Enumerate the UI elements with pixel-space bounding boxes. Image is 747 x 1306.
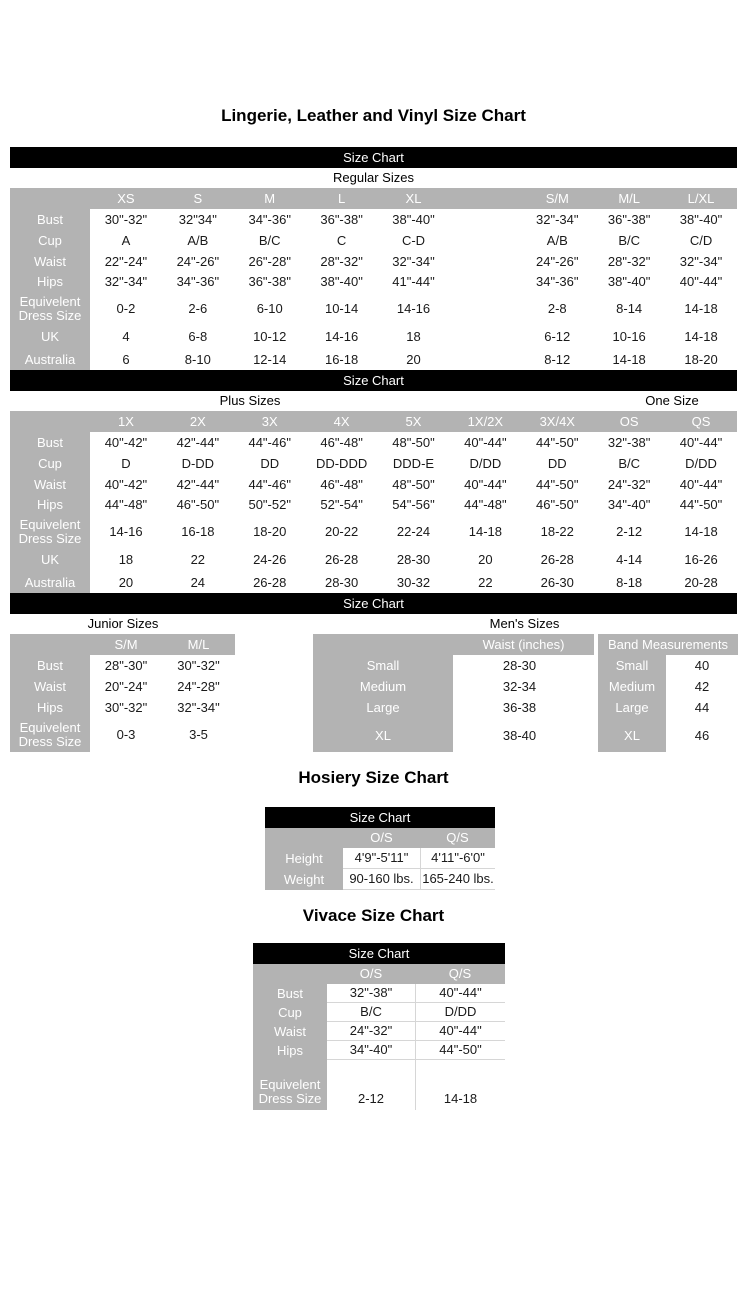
- table-row: [10, 676, 235, 697]
- table-header-row: [10, 634, 235, 655]
- cell-value: 40"-44": [665, 432, 737, 453]
- section-label-plus-sizes: Plus Sizes: [219, 393, 281, 408]
- cell-value: 44"-46": [234, 474, 306, 495]
- cell-value: 40: [666, 655, 738, 676]
- table-row: [10, 432, 737, 453]
- cell-value: 14-18: [415, 1060, 505, 1110]
- vivace-table: [253, 964, 505, 1110]
- size-chart-bar: Size Chart: [10, 147, 737, 168]
- cell-value: 54"-56": [378, 495, 450, 515]
- cell-value: D-DD: [162, 453, 234, 474]
- cell-value: [449, 272, 521, 292]
- cell-value: 44"-48": [90, 495, 162, 515]
- cell-value: A/B: [162, 230, 234, 251]
- cell-value: 20: [449, 548, 521, 572]
- cell-value: A: [90, 230, 162, 251]
- cell-value: 32"-34": [665, 251, 737, 272]
- row-label: Hips: [10, 495, 90, 515]
- cell-value: C/D: [665, 230, 737, 251]
- cell-value: 28"-30": [90, 655, 162, 676]
- cell-value: 14-16: [90, 515, 162, 548]
- table-row: [253, 1022, 505, 1041]
- row-label: Weight: [265, 869, 343, 890]
- hosiery-section: [265, 807, 495, 890]
- row-label: Equivelent Dress Size: [10, 292, 90, 325]
- page-title: Lingerie, Leather and Vinyl Size Chart: [221, 106, 526, 125]
- size-chart-bar: Size Chart: [253, 943, 505, 964]
- cell-value: 42"-44": [162, 474, 234, 495]
- row-label: Small: [313, 655, 453, 676]
- cell-value: 24"-32": [327, 1022, 415, 1041]
- plus-sizes-section: [10, 370, 737, 593]
- corner-cell: [10, 188, 90, 209]
- cell-value: 6-10: [234, 292, 306, 325]
- table-header-row: [10, 188, 737, 209]
- vivace-title: Vivace Size Chart: [302, 906, 445, 925]
- cell-value: 24"-28": [162, 676, 235, 697]
- cell-value: 18: [90, 548, 162, 572]
- cell-value: 48"-50": [378, 432, 450, 453]
- row-label: Bust: [10, 655, 90, 676]
- cell-value: 14-18: [665, 325, 737, 349]
- cell-value: 16-26: [665, 548, 737, 572]
- cell-value: 30-32: [378, 572, 450, 593]
- plus-one-size-subheader: [10, 391, 737, 411]
- table-row: [10, 655, 235, 676]
- row-label: Cup: [253, 1003, 327, 1022]
- row-label: Large: [598, 697, 666, 718]
- column-header: 5X: [405, 413, 422, 429]
- row-label: Waist: [253, 1022, 327, 1041]
- cell-value: 26-28: [306, 548, 378, 572]
- cell-value: 44"-50": [521, 474, 593, 495]
- section-label-junior-sizes: Junior Sizes: [87, 616, 159, 631]
- cell-value: 46: [666, 718, 738, 752]
- cell-value: 26-30: [521, 572, 593, 593]
- cell-value: 44"-50": [415, 1041, 505, 1060]
- table-row: [10, 230, 737, 251]
- cell-value: DD: [234, 453, 306, 474]
- cell-value: 40"-44": [415, 1022, 505, 1041]
- cell-value: 20-28: [665, 572, 737, 593]
- table-row: [10, 209, 737, 230]
- corner-cell: [253, 964, 327, 984]
- cell-value: 42: [666, 676, 738, 697]
- cell-value: 44"-48": [449, 495, 521, 515]
- cell-value: 90-160 lbs.: [343, 869, 420, 890]
- cell-value: 28-30: [378, 548, 450, 572]
- table-row: [10, 548, 737, 572]
- cell-value: 46"-50": [521, 495, 593, 515]
- table-row: [265, 848, 495, 869]
- cell-value: 22: [162, 548, 234, 572]
- cell-value: 16-18: [306, 349, 378, 370]
- row-label: Medium: [313, 676, 453, 697]
- cell-value: 40"-44": [449, 432, 521, 453]
- row-label: Waist: [10, 676, 90, 697]
- table-row: [10, 718, 235, 752]
- table-row: [10, 474, 737, 495]
- cell-value: 40"-42": [90, 474, 162, 495]
- cell-value: 36-38: [453, 697, 586, 718]
- cell-value: 10-12: [234, 325, 306, 349]
- table-row: [10, 697, 235, 718]
- cell-value: 24"-26": [162, 251, 234, 272]
- cell-value: 10-16: [593, 325, 665, 349]
- cell-value: 8-14: [593, 292, 665, 325]
- column-gap: [586, 655, 598, 676]
- row-label: Equivelent Dress Size: [10, 515, 90, 548]
- cell-value: 22"-24": [90, 251, 162, 272]
- table-header-row: [253, 964, 505, 984]
- cell-value: 4'11"-6'0": [420, 848, 495, 869]
- cell-value: 28-30: [306, 572, 378, 593]
- table-row: [10, 495, 737, 515]
- column-header: [449, 188, 521, 209]
- cell-value: [449, 325, 521, 349]
- cell-value: 46"-48": [306, 432, 378, 453]
- cell-value: DD-DDD: [306, 453, 378, 474]
- corner-cell: [10, 411, 90, 432]
- column-header: L/XL: [687, 190, 715, 206]
- cell-value: 18-22: [521, 515, 593, 548]
- table-row: [10, 251, 737, 272]
- row-label: Equivelent Dress Size: [10, 718, 90, 752]
- cell-value: 20: [378, 349, 450, 370]
- cell-value: 32"-34": [521, 209, 593, 230]
- column-header: OS: [619, 413, 639, 429]
- cell-value: 12-14: [234, 349, 306, 370]
- cell-value: C: [306, 230, 378, 251]
- cell-value: 34"-36": [521, 272, 593, 292]
- cell-value: 20"-24": [90, 676, 162, 697]
- table-header-row: [10, 411, 737, 432]
- size-chart-bar: Size Chart: [10, 370, 737, 391]
- column-header: 2X: [189, 413, 206, 429]
- cell-value: 22-24: [378, 515, 450, 548]
- cell-value: 6-12: [521, 325, 593, 349]
- column-header: XL: [405, 190, 422, 206]
- cell-value: 48"-50": [378, 474, 450, 495]
- cell-value: 46"-48": [306, 474, 378, 495]
- table-row: [10, 572, 737, 593]
- row-label: Bust: [10, 432, 90, 453]
- cell-value: 34"-40": [593, 495, 665, 515]
- section-label-mens-sizes: Men's Sizes: [489, 616, 560, 631]
- cell-value: 40"-44": [415, 984, 505, 1003]
- row-label: Australia: [10, 572, 90, 593]
- table-row: [313, 697, 738, 718]
- table-row: [10, 325, 737, 349]
- cell-value: 6-8: [162, 325, 234, 349]
- table-row: [10, 292, 737, 325]
- section-label-regular-sizes: Regular Sizes: [333, 170, 414, 185]
- table-row: [10, 453, 737, 474]
- cell-value: [449, 251, 521, 272]
- table-header-row: [265, 828, 495, 848]
- regular-sizes-table: [10, 188, 737, 370]
- cell-value: 24"-32": [593, 474, 665, 495]
- cell-value: 38"-40": [306, 272, 378, 292]
- column-header: Q/S: [448, 966, 472, 981]
- cell-value: 6: [90, 349, 162, 370]
- row-label: Australia: [10, 349, 90, 370]
- band-measurements-header: Band Measurements: [598, 634, 738, 655]
- cell-value: 36"-38": [234, 272, 306, 292]
- hosiery-table: [265, 828, 495, 890]
- row-label: Equivelent Dress Size: [253, 1060, 327, 1110]
- plus-sizes-table: [10, 411, 737, 593]
- cell-value: DDD-E: [378, 453, 450, 474]
- cell-value: 2-8: [521, 292, 593, 325]
- column-header: 3X: [261, 413, 278, 429]
- cell-value: 34"-36": [234, 209, 306, 230]
- cell-value: 32"34": [162, 209, 234, 230]
- cell-value: 52"-54": [306, 495, 378, 515]
- row-label: Waist: [10, 474, 90, 495]
- cell-value: 4'9"-5'11": [343, 848, 420, 869]
- cell-value: C-D: [378, 230, 450, 251]
- table-row: [265, 869, 495, 890]
- cell-value: 34"-36": [162, 272, 234, 292]
- cell-value: 16-18: [162, 515, 234, 548]
- cell-value: [449, 349, 521, 370]
- cell-value: B/C: [327, 1003, 415, 1022]
- row-label: Cup: [10, 230, 90, 251]
- cell-value: 44"-50": [521, 432, 593, 453]
- size-chart-bar: Size Chart: [10, 593, 737, 614]
- table-row: [10, 272, 737, 292]
- column-header: 1X/2X: [467, 413, 504, 429]
- cell-value: 38"-40": [593, 272, 665, 292]
- cell-value: 28"-32": [306, 251, 378, 272]
- cell-value: 42"-44": [162, 432, 234, 453]
- waist-inches-header: Waist (inches): [453, 634, 594, 655]
- cell-value: 0-3: [90, 718, 162, 752]
- row-label: Cup: [10, 453, 90, 474]
- cell-value: DD: [521, 453, 593, 474]
- cell-value: 14-18: [449, 515, 521, 548]
- row-label: Bust: [253, 984, 327, 1003]
- cell-value: 34"-40": [327, 1041, 415, 1060]
- column-header: 1X: [117, 413, 134, 429]
- mens-header-row: [313, 634, 738, 655]
- row-label: Waist: [10, 251, 90, 272]
- cell-value: 2-12: [593, 515, 665, 548]
- cell-value: 165-240 lbs.: [420, 869, 495, 890]
- cell-value: 24-26: [234, 548, 306, 572]
- cell-value: 14-18: [665, 292, 737, 325]
- cell-value: 26"-28": [234, 251, 306, 272]
- cell-value: 46"-50": [162, 495, 234, 515]
- junior-sizes-table: [10, 634, 235, 752]
- corner-cell: [10, 634, 90, 655]
- cell-value: 24: [162, 572, 234, 593]
- mens-sizes-table: [313, 634, 738, 752]
- cell-value: 36"-38": [306, 209, 378, 230]
- row-label: UK: [10, 548, 90, 572]
- column-gap: [586, 676, 598, 697]
- column-header: 3X/4X: [539, 413, 575, 429]
- row-label: Small: [598, 655, 666, 676]
- column-header: S/M: [114, 636, 138, 652]
- cell-value: A/B: [521, 230, 593, 251]
- cell-value: 44: [666, 697, 738, 718]
- cell-value: 18-20: [234, 515, 306, 548]
- cell-value: 8-18: [593, 572, 665, 593]
- column-gap: [586, 697, 598, 718]
- hosiery-title: Hosiery Size Chart: [298, 768, 449, 787]
- cell-value: 8-12: [521, 349, 593, 370]
- cell-value: 30"-32": [162, 655, 235, 676]
- cell-value: 40"-42": [90, 432, 162, 453]
- column-header: S: [193, 190, 203, 206]
- cell-value: 32"-38": [327, 984, 415, 1003]
- cell-value: 28-30: [453, 655, 586, 676]
- cell-value: 32"-34": [90, 272, 162, 292]
- vivace-section: [253, 943, 505, 1110]
- corner-cell: [265, 828, 343, 848]
- cell-value: D: [90, 453, 162, 474]
- column-header: M/L: [187, 636, 210, 652]
- cell-value: 32"-34": [378, 251, 450, 272]
- cell-value: 14-18: [665, 515, 737, 548]
- junior-mens-tables: [10, 634, 737, 752]
- table-row: [253, 1060, 505, 1110]
- cell-value: 32"-34": [162, 697, 235, 718]
- row-label: Hips: [253, 1041, 327, 1060]
- section-label-one-size: One Size: [645, 393, 699, 408]
- cell-value: 32-34: [453, 676, 586, 697]
- corner-cell: [313, 634, 453, 655]
- table-row: [10, 349, 737, 370]
- junior-mens-section: [10, 593, 737, 634]
- cell-value: 38"-40": [665, 209, 737, 230]
- cell-value: B/C: [593, 230, 665, 251]
- cell-value: 18: [378, 325, 450, 349]
- cell-value: 14-18: [593, 349, 665, 370]
- table-row: [253, 1003, 505, 1022]
- cell-value: 40"-44": [449, 474, 521, 495]
- row-label: Medium: [598, 676, 666, 697]
- cell-value: [449, 292, 521, 325]
- cell-value: 4: [90, 325, 162, 349]
- column-header: QS: [691, 413, 711, 429]
- cell-value: 0-2: [90, 292, 162, 325]
- cell-value: B/C: [234, 230, 306, 251]
- cell-value: 2-12: [327, 1060, 415, 1110]
- cell-value: 36"-38": [593, 209, 665, 230]
- cell-value: [449, 230, 521, 251]
- row-label: Height: [265, 848, 343, 869]
- table-row: [10, 515, 737, 548]
- cell-value: 38-40: [453, 718, 586, 752]
- row-label: UK: [10, 325, 90, 349]
- cell-value: B/C: [593, 453, 665, 474]
- column-header: Q/S: [446, 830, 469, 845]
- column-header: S/M: [545, 190, 569, 206]
- column-gap: [586, 718, 598, 752]
- table-row: [313, 718, 738, 752]
- cell-value: D/DD: [415, 1003, 505, 1022]
- column-header: O/S: [359, 966, 383, 981]
- cell-value: 2-6: [162, 292, 234, 325]
- cell-value: 38"-40": [378, 209, 450, 230]
- cell-value: 44"-46": [234, 432, 306, 453]
- table-row: [313, 655, 738, 676]
- cell-value: D/DD: [665, 453, 737, 474]
- junior-mens-subheader: [10, 614, 737, 634]
- row-label: Large: [313, 697, 453, 718]
- cell-value: 26-28: [521, 548, 593, 572]
- cell-value: 4-14: [593, 548, 665, 572]
- column-header: M/L: [618, 190, 640, 206]
- cell-value: 30"-32": [90, 697, 162, 718]
- column-header: L: [337, 190, 346, 206]
- row-label: XL: [598, 718, 666, 752]
- cell-value: 24"-26": [521, 251, 593, 272]
- cell-value: 22: [449, 572, 521, 593]
- column-header: 4X: [333, 413, 350, 429]
- cell-value: D/DD: [449, 453, 521, 474]
- cell-value: 30"-32": [90, 209, 162, 230]
- cell-value: 50"-52": [234, 495, 306, 515]
- regular-sizes-section: [10, 147, 737, 370]
- cell-value: 41"-44": [378, 272, 450, 292]
- cell-value: 26-28: [234, 572, 306, 593]
- cell-value: 28"-32": [593, 251, 665, 272]
- cell-value: 20-22: [306, 515, 378, 548]
- cell-value: 8-10: [162, 349, 234, 370]
- column-header: M: [264, 190, 276, 206]
- cell-value: 3-5: [162, 718, 235, 752]
- column-header: O/S: [370, 830, 393, 845]
- table-row: [253, 984, 505, 1003]
- cell-value: 10-14: [306, 292, 378, 325]
- cell-value: [449, 209, 521, 230]
- cell-value: 14-16: [306, 325, 378, 349]
- column-header: XS: [117, 190, 135, 206]
- row-label: Hips: [10, 697, 90, 718]
- cell-value: 44"-50": [665, 495, 737, 515]
- size-chart-bar: Size Chart: [265, 807, 495, 828]
- cell-value: 14-16: [378, 292, 450, 325]
- cell-value: 40"-44": [665, 272, 737, 292]
- cell-value: 40"-44": [665, 474, 737, 495]
- cell-value: 18-20: [665, 349, 737, 370]
- row-label: XL: [313, 718, 453, 752]
- table-row: [253, 1041, 505, 1060]
- cell-value: 32"-38": [593, 432, 665, 453]
- row-label: Hips: [10, 272, 90, 292]
- row-label: Bust: [10, 209, 90, 230]
- cell-value: 20: [90, 572, 162, 593]
- table-row: [313, 676, 738, 697]
